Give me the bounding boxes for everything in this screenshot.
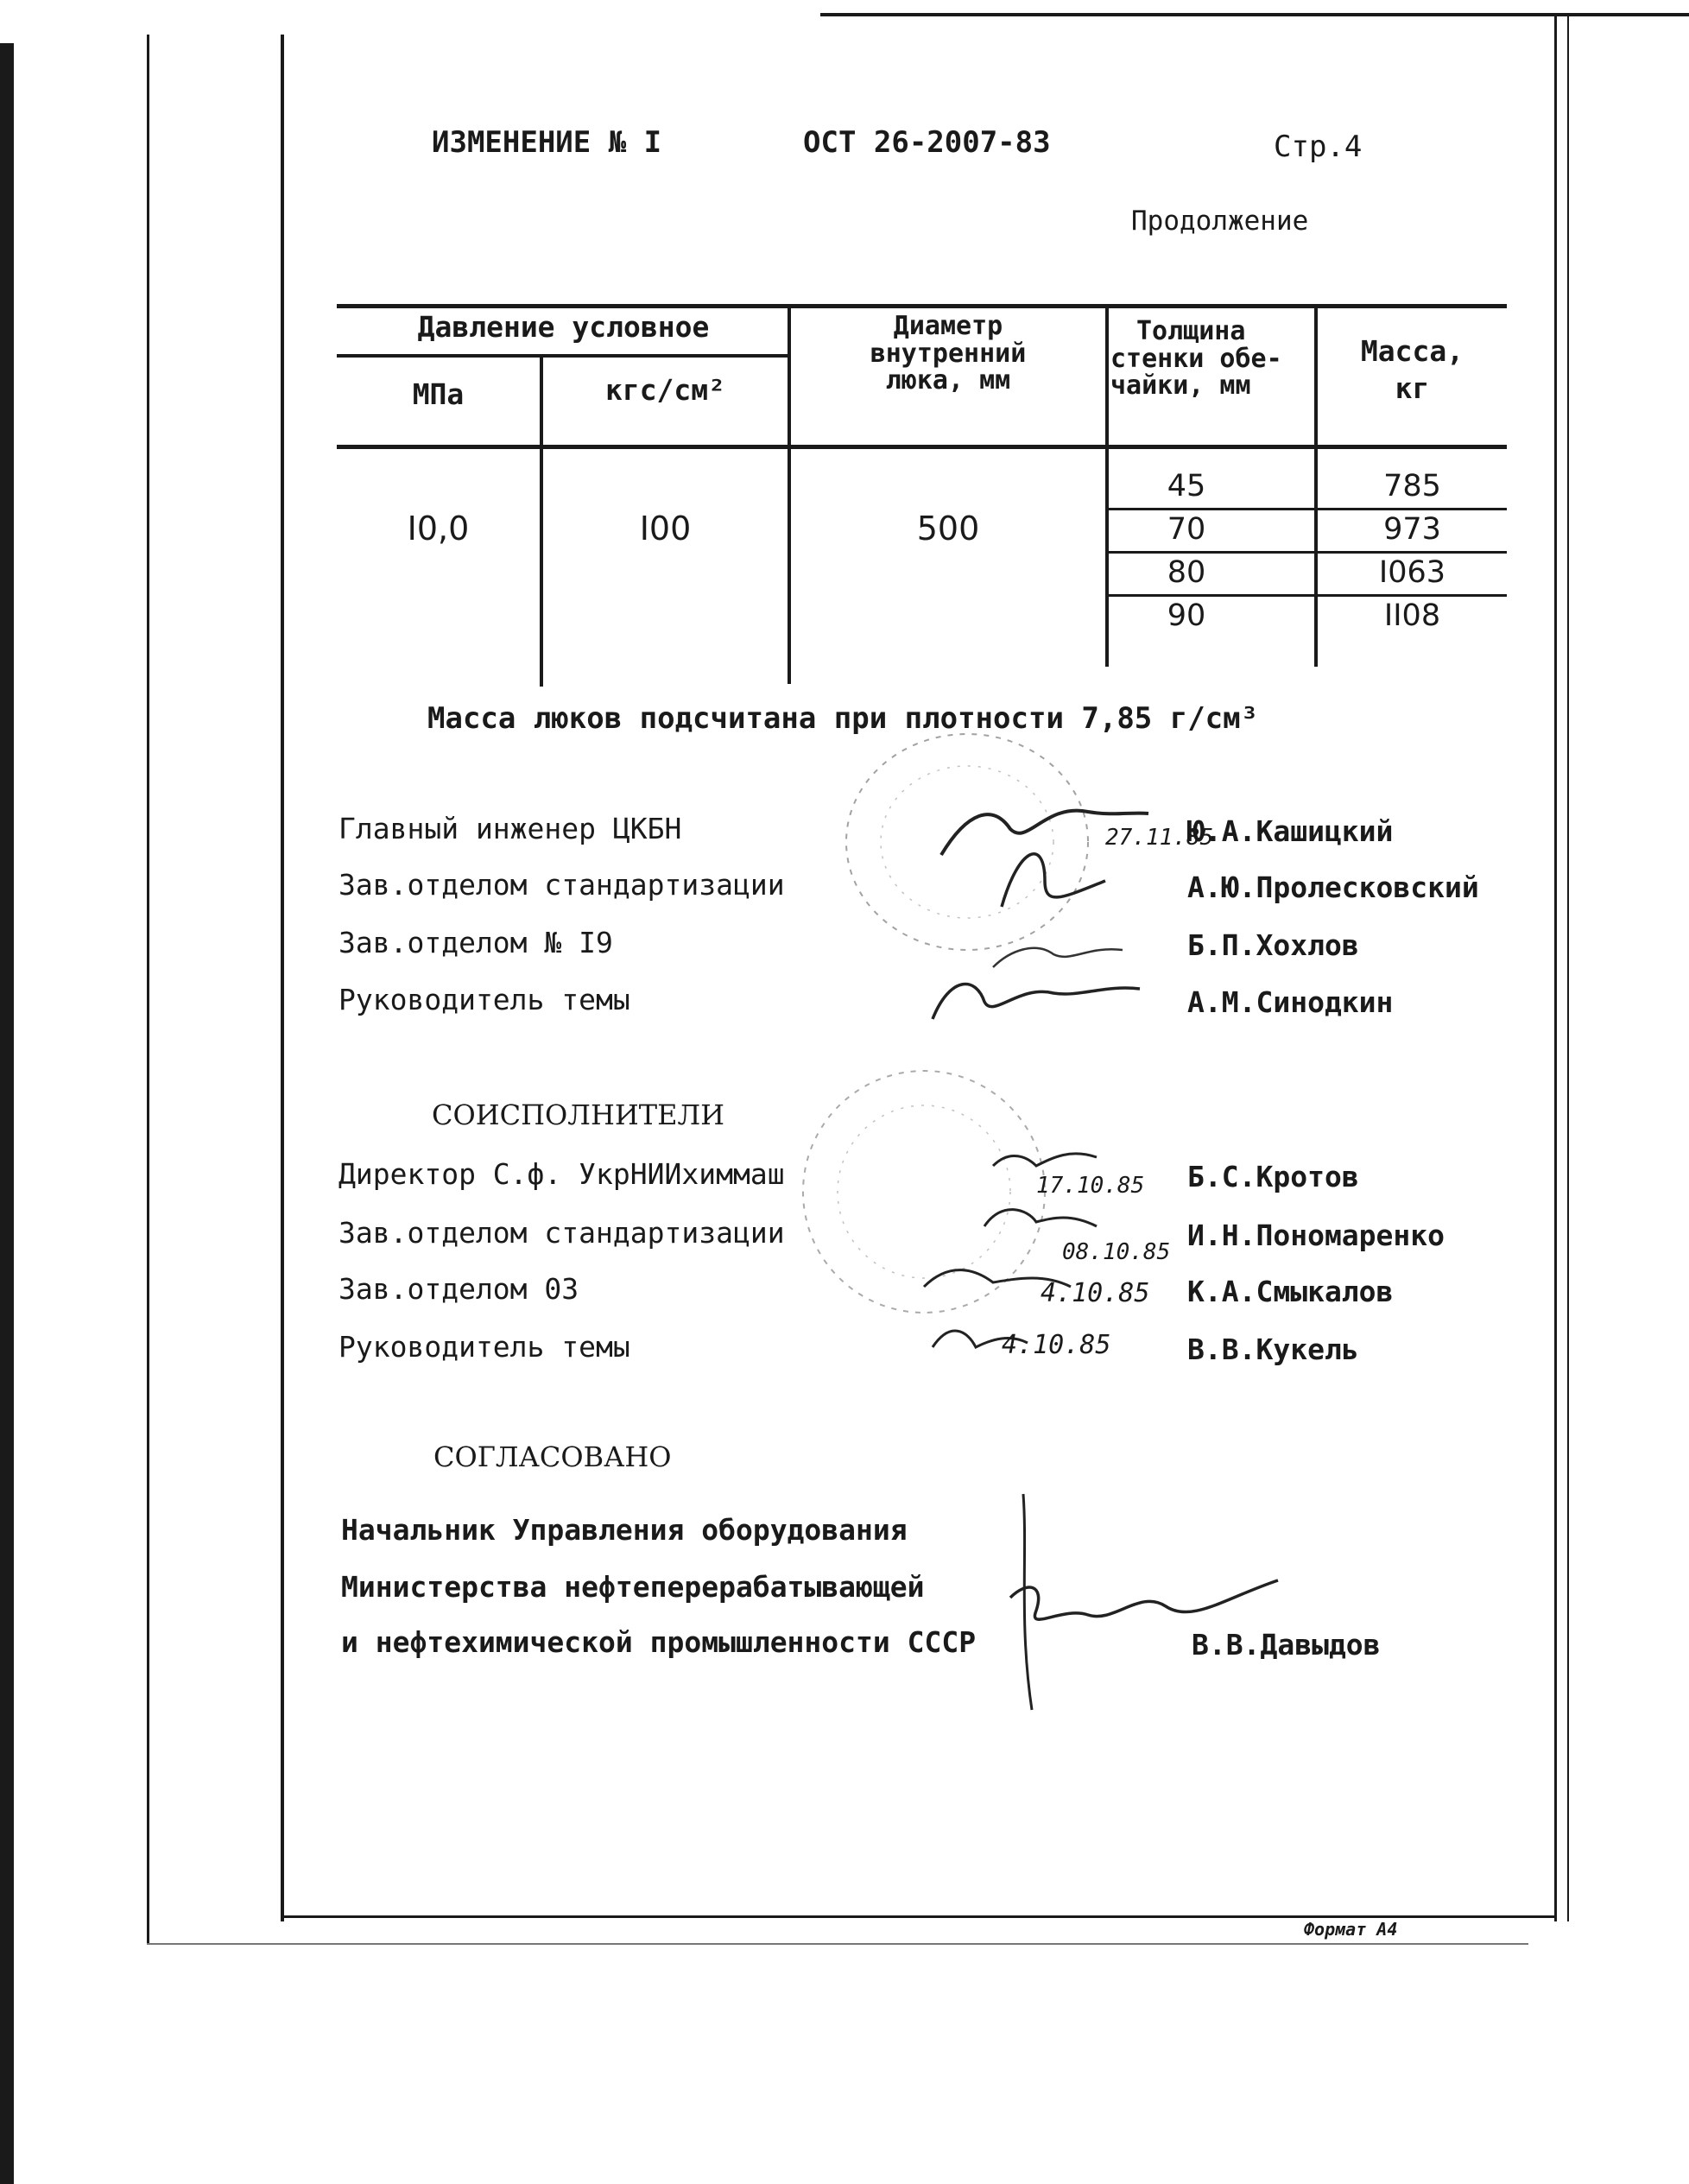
mass-header-line-2: кг (1395, 370, 1430, 405)
coexecutor-name-1: Б.С.Кротов (1187, 1160, 1359, 1193)
left-border-line (281, 35, 284, 1921)
agreed-line-2: Министерства нефтеперерабатывающей (341, 1570, 925, 1604)
mass-density-note: Масса люков подсчитана при плотности 7,85 г/см³ (427, 701, 1259, 736)
coexecutor-title-2: Зав.отделом стандартизации (338, 1216, 785, 1250)
handwritten-date-4: 4.10.85 (1041, 1278, 1150, 1308)
pressure-group-header: Давление условное (417, 310, 710, 344)
cell-mass-2: 973 (1383, 512, 1441, 547)
top-right-edge (820, 13, 1689, 16)
coexecutor-name-4: В.В.Кукель (1187, 1333, 1359, 1366)
cell-mass-3: I063 (1378, 555, 1446, 590)
header-bottom-rule (337, 445, 1507, 449)
format-label: Формат А4 (1304, 1919, 1398, 1940)
right-edge-1 (1554, 13, 1557, 1921)
signatory-name-4: А.М.Синодкин (1187, 985, 1394, 1019)
standard-number: ОСТ 26-2007-83 (803, 125, 1051, 160)
thickness-header-line-2: стенки обе- (1110, 343, 1282, 374)
signatory-title-4: Руководитель темы (338, 983, 630, 1016)
continuation-label: Продолжение (1131, 206, 1309, 237)
diameter-header-line-3: люка, мм (885, 365, 1011, 396)
cell-diameter: 500 (916, 510, 980, 548)
diameter-header-line-2: внутренний (870, 338, 1027, 369)
handwritten-date-3: 08.10.85 (1062, 1239, 1171, 1265)
row-rule-2 (1105, 551, 1507, 554)
cell-thickness-4: 90 (1167, 598, 1206, 633)
signatory-title-1: Главный инженер ЦКБН (338, 812, 682, 845)
table-top-rule (337, 304, 1507, 308)
cell-mpa: I0,0 (407, 510, 470, 548)
page-number: Стр.4 (1274, 130, 1363, 164)
coexecutor-title-3: Зав.отделом 03 (338, 1272, 579, 1306)
coexecutor-name-3: К.А.Смыкалов (1187, 1275, 1394, 1308)
handwritten-date-5: 4.10.85 (1002, 1330, 1111, 1360)
cell-thickness-3: 80 (1167, 555, 1206, 590)
thickness-header-line-3: чайки, мм (1110, 370, 1251, 401)
agreed-line-3: и нефтехимической промышленности СССР (341, 1625, 977, 1659)
cell-thickness-2: 70 (1167, 512, 1206, 547)
left-page-edge (147, 35, 149, 1943)
coexecutor-title-4: Руководитель темы (338, 1330, 630, 1364)
change-number: ИЗМЕНЕНИЕ № I (432, 125, 662, 160)
diameter-header (791, 313, 1105, 395)
thickness-header (1110, 318, 1314, 400)
coexecutor-title-1: Директор С.ф. УкрНИИхиммаш (338, 1157, 785, 1191)
bottom-border-line (281, 1915, 1557, 1918)
mpa-header: МПа (412, 377, 465, 411)
signatory-title-2: Зав.отделом стандартизации (338, 868, 785, 902)
cell-mass-4: II08 (1383, 598, 1441, 633)
coexecutor-name-2: И.Н.Пономаренко (1187, 1219, 1445, 1252)
handwritten-signatures-1 (915, 777, 1192, 1036)
bottom-page-edge (147, 1943, 1528, 1945)
thickness-header-line-1: Толщина (1136, 316, 1246, 346)
handwritten-date-2: 17.10.85 (1036, 1173, 1145, 1199)
agreed-line-1: Начальник Управления оборудования (341, 1513, 908, 1547)
kgf-header: кгс/см² (604, 373, 726, 407)
signatory-name-2: А.Ю.Пролесковский (1187, 870, 1479, 904)
cell-kgf: I00 (639, 510, 692, 548)
handwritten-signature-3 (993, 1485, 1321, 1727)
signatory-title-3: Зав.отделом № I9 (338, 926, 613, 959)
signatory-name-1: Ю.А.Кашицкий (1187, 814, 1394, 848)
agreed-heading: СОГЛАСОВАНО (433, 1440, 672, 1473)
row-rule-1 (1105, 508, 1507, 510)
left-scan-bar (0, 43, 14, 2184)
pressure-sub-rule (337, 354, 790, 358)
coexecutors-heading: СОИСПОЛНИТЕЛИ (432, 1098, 725, 1131)
right-edge-2 (1567, 13, 1569, 1921)
mass-header-line-1: Масса, (1360, 334, 1464, 368)
cell-mass-1: 785 (1383, 469, 1441, 503)
cell-thickness-1: 45 (1167, 469, 1206, 503)
mass-header (1318, 334, 1507, 405)
agreed-name: В.В.Давыдов (1192, 1628, 1381, 1662)
signatory-name-3: Б.П.Хохлов (1187, 928, 1359, 962)
row-rule-3 (1105, 594, 1507, 597)
handwritten-date-1: 27.11.85 (1105, 825, 1214, 851)
diameter-header-line-1: Диаметр (893, 311, 1003, 341)
